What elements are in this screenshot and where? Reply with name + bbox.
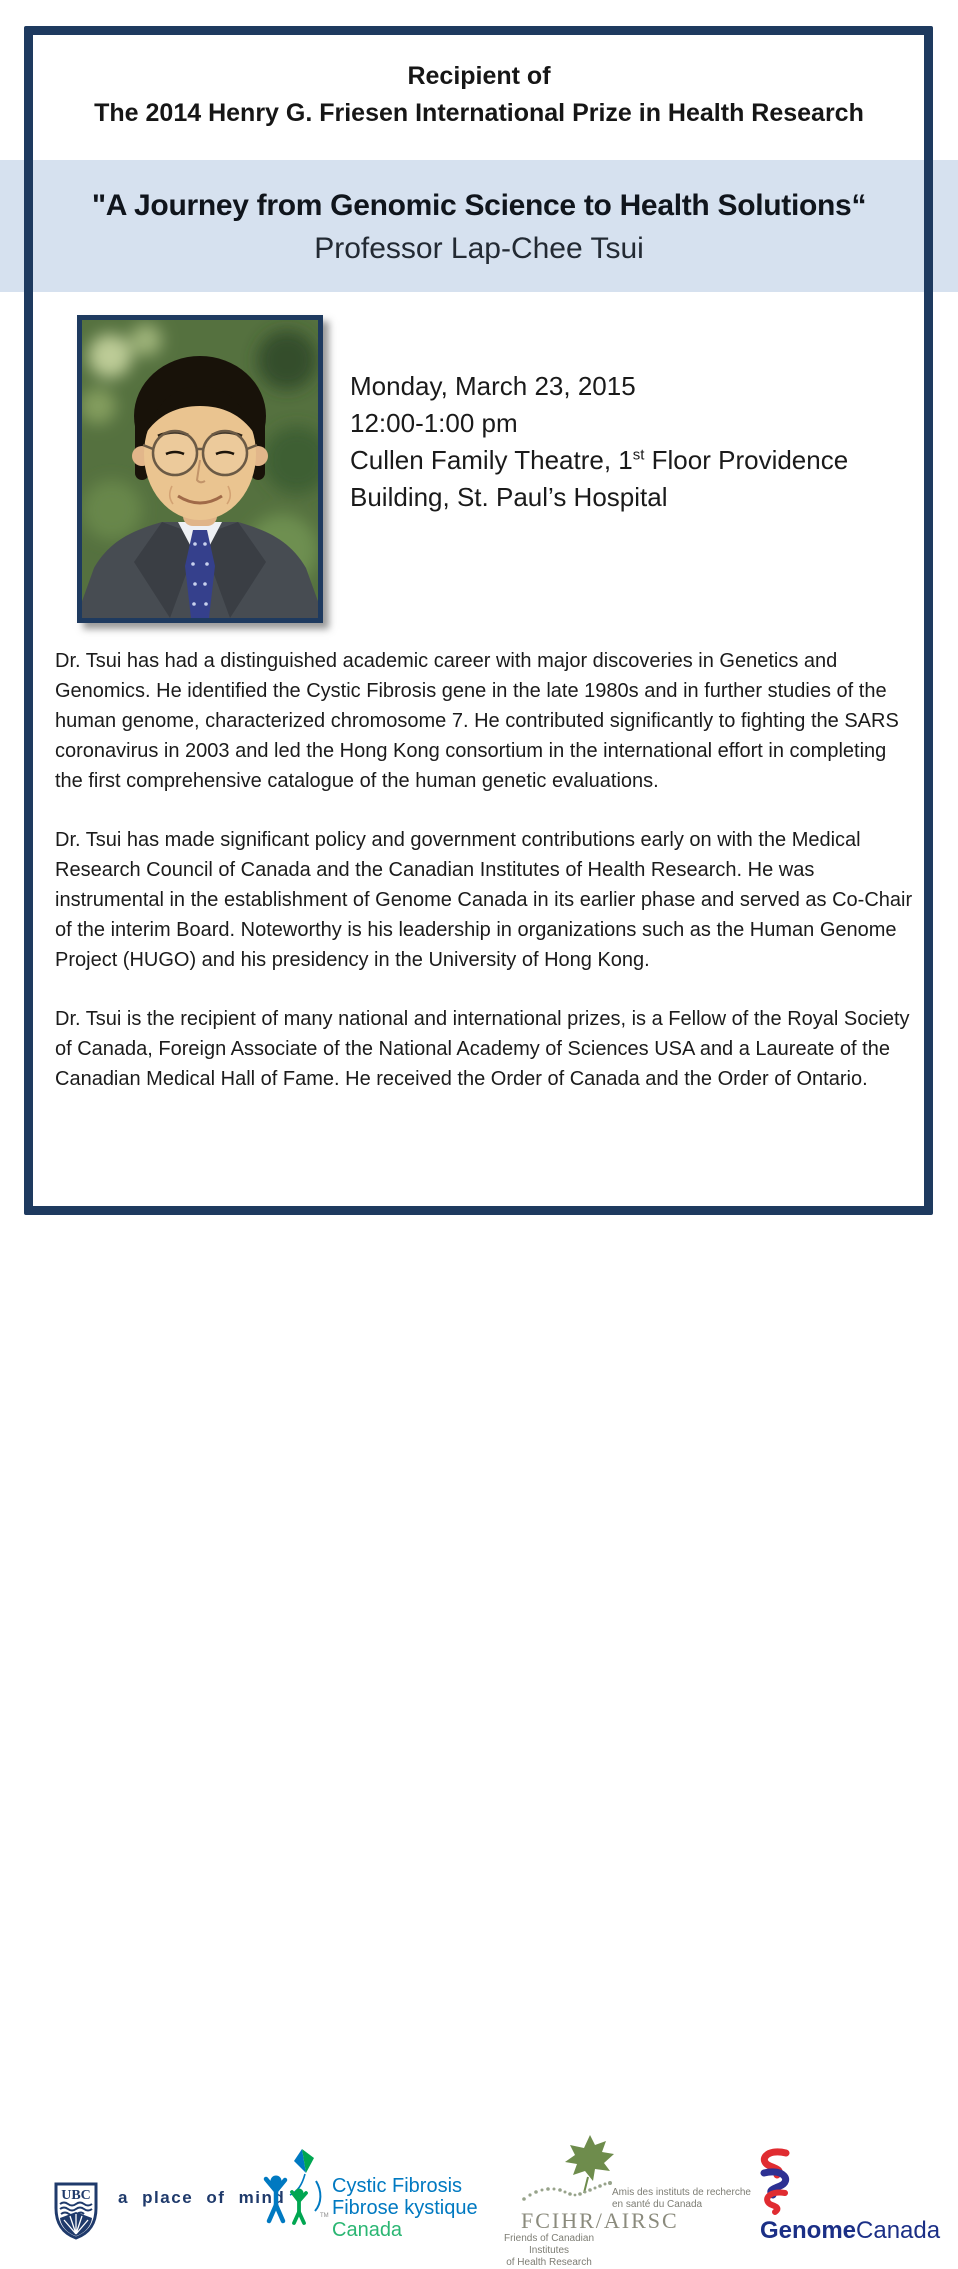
sponsor-logos-row <box>0 1065 958 2268</box>
fcihr-english-caption: Friends of Canadian Institutes of Health Research <box>503 2233 595 2268</box>
cystic-fibrosis-canada-logo <box>256 2147 336 2244</box>
svg-text:UBC: UBC <box>61 2188 91 2203</box>
fcihr-french-caption: Amis des instituts de recherche en santé du Canada <box>612 2187 751 2210</box>
kite-and-figures-icon <box>256 2147 336 2239</box>
cf-line-french: Fibrose kystique <box>332 2197 478 2219</box>
genome-canada-wordmark: GenomeCanada <box>760 2217 941 2244</box>
header-line-2: The 2014 Henry G. Friesen International Prize in Health Research <box>94 99 864 127</box>
cf-line-english: Cystic Fibrosis <box>332 2175 463 2197</box>
header-block <box>40 58 918 132</box>
maple-leaf-icon <box>518 2133 622 2209</box>
speaker-name: Professor Lap-Chee Tsui <box>314 232 644 265</box>
bio-paragraph-1: Dr. Tsui has had a distinguished academic career with major discoveries in Genetics and Genomics. He identified the Cystic Fibrosis gene in the late 1980s and in further studies of the human genome, characterized chromosome 7. He contributed significantly to fighting the SARS coronavirus in 2003 and led the Hong Kong consortium in the international effort in completing the first comprehensive catalogue of the human genetic evaluations. <box>55 650 899 792</box>
bio-paragraph-2: Dr. Tsui has made significant policy and government contributions early on with the Medical Research Council of Canada and the Canadian Institutes of Health Research. He was instrumental in the establishment of Genome Canada in its earlier phase and served as Co-Chair of the interim Board. Noteworthy is his leadership in organizations such as the Human Genome Project (HUGO) and his presidency in the University of Hong Kong. <box>55 829 913 971</box>
cystic-fibrosis-wordmark <box>332 2175 478 2241</box>
title-band <box>0 160 958 292</box>
speaker-photo <box>77 315 323 623</box>
ubc-shield-icon <box>53 2181 99 2241</box>
event-location-line1: Cullen Family Theatre, 1st Floor Providence <box>350 445 849 475</box>
genome-canada-logo <box>752 2147 798 2220</box>
fcihr-logo <box>518 2133 622 2214</box>
fcihr-acronym: FCIHR/AIRSC <box>521 2208 679 2233</box>
ordinal-superscript: st <box>632 446 645 464</box>
dna-g-icon <box>752 2147 798 2215</box>
bio-paragraph-3: Dr. Tsui is the recipient of many national and international prizes, is a Fellow of the Royal Society of Canada, Foreign Associate of the National Academy of Sciences USA and a Laureate of the Canadian Medical Hall of Fame. He received the Order of Canada and the Order of Ontario. <box>55 1008 910 1090</box>
ubc-logo <box>53 2181 99 2246</box>
svg-text:TM: TM <box>320 2213 329 2219</box>
speaker-portrait-illustration <box>82 320 318 618</box>
biography <box>55 646 913 1123</box>
cf-line-canada: Canada <box>332 2219 403 2241</box>
event-details <box>350 368 928 516</box>
ubc-tagline: a place of mind <box>118 2188 286 2207</box>
event-time: 12:00-1:00 pm <box>350 408 518 438</box>
event-date: Monday, March 23, 2015 <box>350 371 636 401</box>
header-line-1: Recipient of <box>407 62 551 90</box>
lecture-title: "A Journey from Genomic Science to Health Solutions“ <box>91 189 867 222</box>
event-location-line2: Building, St. Paul’s Hospital <box>350 482 668 512</box>
